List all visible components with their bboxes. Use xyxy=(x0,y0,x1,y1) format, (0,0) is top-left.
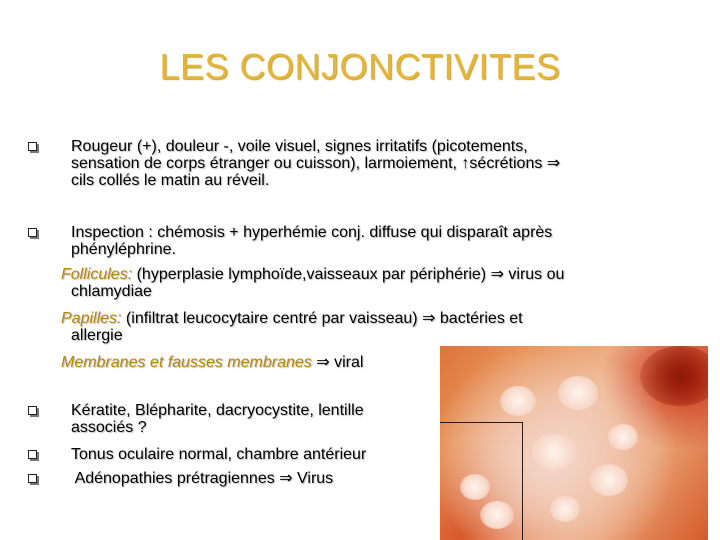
bullet-symptoms xyxy=(28,138,700,194)
papilles-line xyxy=(61,310,700,327)
membranes-label: Membranes et fausses membranes xyxy=(61,354,312,371)
follicle xyxy=(500,386,536,416)
inset-frame xyxy=(440,422,523,540)
follicle xyxy=(558,376,598,410)
associated-line-1: Kératite, Blépharite, dacryocystite, lentille xyxy=(71,402,364,419)
square-bullet-icon xyxy=(28,450,37,459)
follicle xyxy=(550,496,580,522)
papilles-label: Papilles: xyxy=(61,310,122,327)
square-bullet-icon xyxy=(28,474,37,483)
vessel-area xyxy=(640,346,708,406)
square-bullet-icon xyxy=(28,406,37,415)
follicules-label: Follicules: xyxy=(61,266,133,283)
slide-title: LES CONJONCTIVITES xyxy=(159,46,561,87)
membranes-text: ⇒ viral xyxy=(311,354,364,371)
bullet-symptoms-line-3: cils collés le matin au réveil. xyxy=(71,172,270,189)
follicules-text: (hyperplasie lymphoïde,vaisseaux par périphérie) ⇒ virus ou xyxy=(132,266,565,283)
follicle xyxy=(532,434,576,470)
bullet-symptoms-line-2: sensation de corps étranger ou cuisson), larmoiement, ↑sécrétions ⇒ xyxy=(71,155,561,172)
follicle xyxy=(590,464,628,496)
follicle xyxy=(608,424,638,450)
papilles-cont-text: allergie xyxy=(71,327,123,344)
follicules-cont-text: chlamydiae xyxy=(71,283,152,300)
tonus-line: Tonus oculaire normal, chambre antérieur xyxy=(71,446,367,463)
inspection-line-1: Inspection : chémosis + hyperhémie conj. diffuse qui disparaît après xyxy=(71,224,553,241)
conjunctiva-photo xyxy=(440,346,708,540)
follicules-continuation xyxy=(61,283,700,300)
inspection-line-2: phényléphrine. xyxy=(71,241,176,258)
square-bullet-icon xyxy=(28,142,37,151)
papilles-continuation xyxy=(61,327,700,344)
follicules-line xyxy=(61,266,700,283)
square-bullet-icon xyxy=(28,228,37,237)
adenopathies-line: Adénopathies prétragiennes ⇒ Virus xyxy=(71,470,334,487)
bullet-symptoms-line-1: Rougeur (+), douleur -, voile visuel, signes irritatifs (picotements, xyxy=(71,138,528,155)
papilles-text: (infiltrat leucocytaire centré par vaisseau) ⇒ bactéries et xyxy=(121,310,523,327)
associated-line-2: associés ? xyxy=(71,419,147,436)
